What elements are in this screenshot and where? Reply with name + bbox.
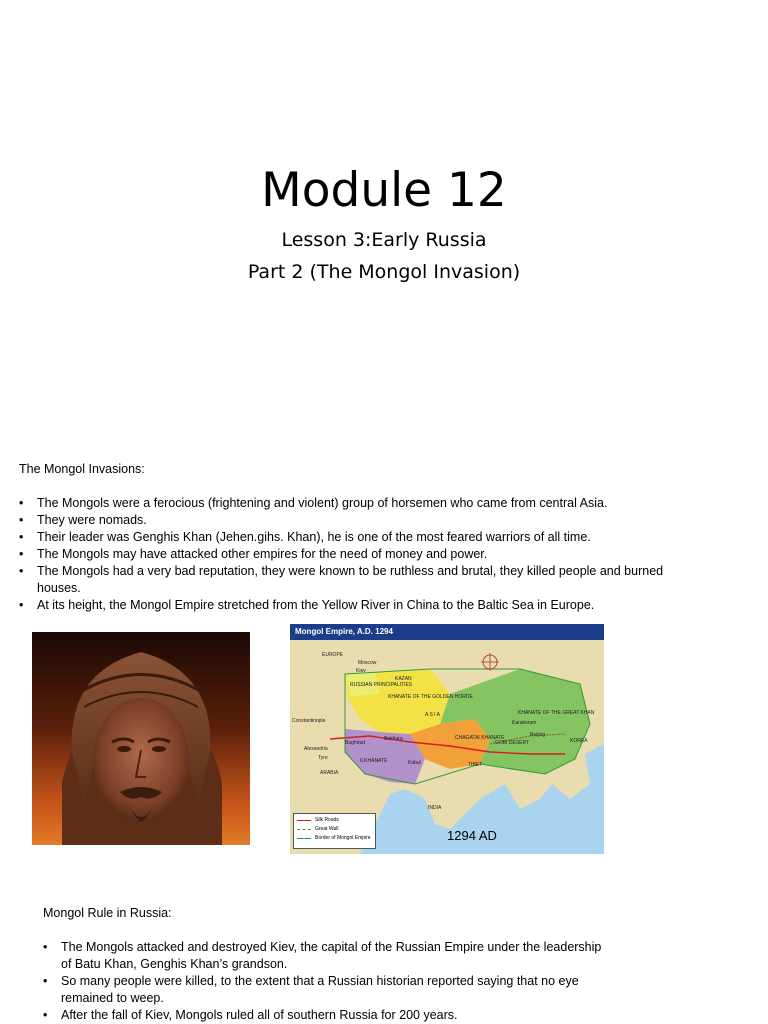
map-label-tyre: Tyre	[318, 755, 328, 761]
legend-item: Silk Roads	[297, 816, 372, 825]
map-label-moscow: Moscow	[358, 660, 377, 666]
map-label-karakorum: Karakorum	[512, 720, 537, 726]
legend-item: Great Wall	[297, 825, 372, 834]
list-item: • So many people were killed, to the extent that a Russian historian reported saying that no eye remained to weep.	[43, 973, 603, 1007]
map-legend	[293, 813, 376, 849]
mongol-empire-map	[290, 624, 604, 854]
map-label-europe: EUROPE	[322, 652, 344, 658]
lesson-subtitle: Lesson 3:Early Russia	[281, 229, 487, 251]
map-label-beijing: Beijing	[530, 732, 546, 738]
map-label-korea: KOREA	[570, 738, 588, 744]
map-label-kazan: KAZAN	[395, 676, 412, 682]
silk-roads-swatch	[297, 820, 311, 821]
mongol-rule-section	[43, 905, 603, 1024]
map-year-label: 1294 AD	[447, 828, 497, 843]
map-label-tibet: TIBET	[468, 762, 483, 768]
list-item: • After the fall of Kiev, Mongols ruled all of southern Russia for 200 years.	[43, 1007, 603, 1024]
list-item: • Their leader was Genghis Khan (Jehen.gihs. Khan), he is one of the most feared warriors of all time.	[19, 529, 679, 546]
map-label-russian: RUSSIAN PRINCIPALITIES	[350, 682, 413, 688]
map-label-gobi: GOBI DESERT	[495, 740, 530, 746]
bullet-list	[43, 939, 603, 1024]
mongol-invasions-section	[19, 461, 679, 614]
genghis-khan-portrait	[32, 632, 250, 845]
map-label-kiev: Kiev	[356, 668, 366, 674]
map-label-bukhara: Bukhara	[384, 736, 403, 742]
map-label-great-khan: KHANATE OF THE GREAT KHAN	[518, 710, 595, 716]
map-label-constantinople: Constantinople	[292, 718, 326, 724]
great-wall-swatch	[297, 829, 311, 830]
list-item: • The Mongols may have attacked other empires for the need of money and power.	[19, 546, 679, 563]
map-label-ilkhanate: ILKHANATE	[360, 758, 388, 764]
bullet-list	[19, 495, 679, 614]
list-item: • At its height, the Mongol Empire stretched from the Yellow River in China to the Baltic Sea in Europe.	[19, 597, 679, 614]
map-label-golden-horde: KHANATE OF THE GOLDEN HORDE	[388, 694, 473, 700]
map-label-india: INDIA	[428, 805, 442, 811]
section-heading: The Mongol Invasions:	[19, 462, 145, 476]
map-label-kabul: Kabul	[408, 760, 421, 766]
list-item: • The Mongols were a ferocious (frightening and violent) group of horsemen who came from central Asia.	[19, 495, 679, 512]
list-item: • The Mongols attacked and destroyed Kiev, the capital of the Russian Empire under the leadership of Batu Khan, Genghis Khan’s grandson.	[43, 939, 603, 973]
map-title: Mongol Empire, A.D. 1294	[290, 624, 604, 640]
section-heading: Mongol Rule in Russia:	[43, 906, 172, 920]
map-label-baghdad: Baghdad	[345, 740, 366, 746]
legend-item: Border of Mongol Empire	[297, 834, 372, 843]
module-title: Module 12	[261, 163, 507, 218]
border-swatch	[297, 838, 311, 839]
map-label-asia: A S I A	[425, 712, 441, 718]
list-item: • They were nomads.	[19, 512, 679, 529]
list-item: • The Mongols had a very bad reputation, they were known to be ruthless and brutal, they killed people and burned houses.	[19, 563, 679, 597]
part-subtitle: Part 2 (The Mongol Invasion)	[247, 261, 521, 283]
map-label-arabia: ARABIA	[320, 770, 339, 776]
map-label-alexandria: Alexandria	[304, 746, 328, 752]
map-label-chagatai: CHAGATAI KHANATE	[455, 735, 505, 741]
